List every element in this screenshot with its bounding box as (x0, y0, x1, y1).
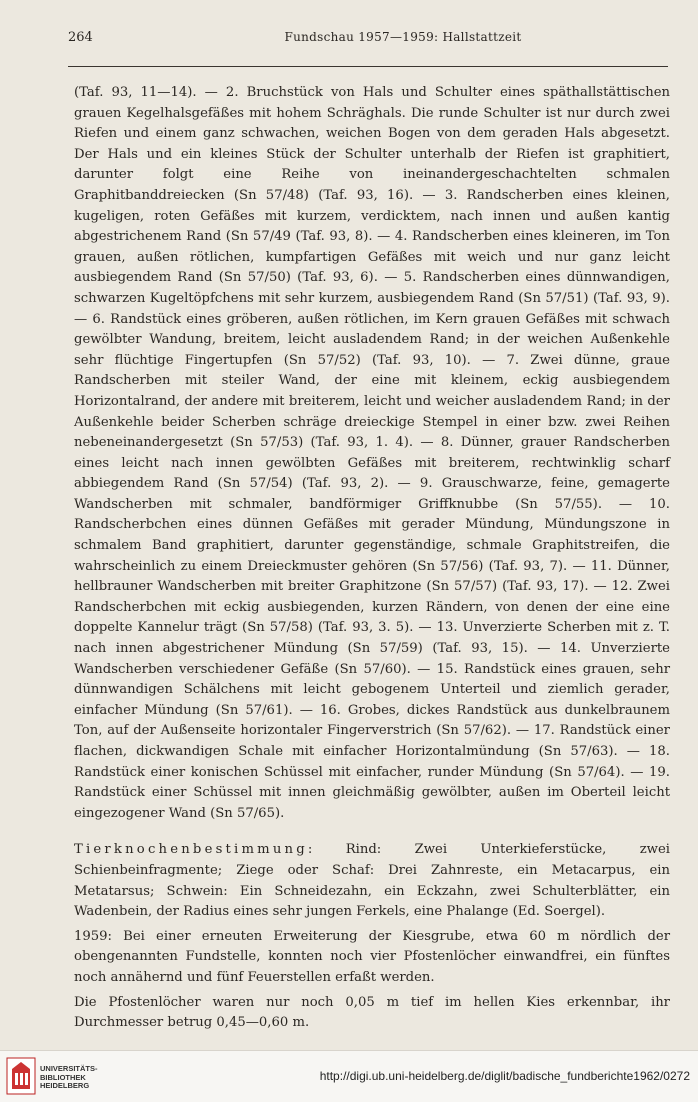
page-number: 264 (68, 30, 93, 45)
library-line: BIBLIOTHEK (40, 1072, 86, 1082)
page-header (68, 30, 668, 50)
paragraph-tierknochen (74, 840, 670, 922)
paragraph-1959: 1959: Bei einer erneuten Erweiterung der Kiesgrube, etwa 60 m nördlich der obengenannten Fundstelle, konnten noch vier Pfostenlöcher einwandfrei, ein fünftes noch annähernd und fünf Feuerstellen erfaßt werden. (74, 928, 670, 985)
footer-bar (0, 1050, 698, 1102)
paragraph-pfostenloecher: Die Pfostenlöcher waren nur noch 0,05 m tief im hellen Kies erkennbar, ihr Durchmesser betrug 0,45—0,60 m. (74, 994, 670, 1031)
header-rule (68, 66, 668, 67)
library-name (40, 1065, 98, 1091)
running-title: Fundschau 1957—1959: Hallstattzeit (284, 30, 522, 44)
library-line: HEIDELBERG (40, 1081, 90, 1090)
university-library-logo-icon (6, 1057, 36, 1095)
tierknochen-label: Tierknochenbestimmung (74, 842, 308, 858)
paragraph-finds: (Taf. 93, 11—14). — 2. Bruchstück von Hals und Schulter eines späthallstättischen grauen Kegelhalsgefäßes mit hohem Schräghals. Die runde Schulter ist nur durch zwei Riefen und einem ganz schwachen, weichen Bogen von dem geraden Hals abgesetzt. Der Hals und ein kleines Stück der Schulter unterhalb der Riefen ist graphitiert, darunter folgt eine Reihe von ineinandergeschachtelten schmalen Graphitbanddreiecken (Sn 57/48) (Taf. 93, 16). — 3. Randscherben eines kleinen, kugeligen, roten Gefäßes mit kurzem, verdicktem, nach innen und außen kantig abgestrichenem Rand (Sn 57/49 (Taf. 93, 8). — 4. Randscherben eines kleineren, im Ton grauen, außen rötlichen, kumpfartigen Gefäßes mit weich und nur ganz leicht ausbiegendem Rand (Sn 57/50) (Taf. 93, 6). — 5. Randscherben eines dünnwandigen, schwarzen Kugeltöpfchens mit sehr kurzem, ausbiegendem Rand (Sn 57/51) (Taf. 93, 9). — 6. Randstück eines gröberen, außen rötlichen, im Kern grauen Gefäßes mit schwach gewölbter Wandung, breitem, leicht ausladendem Rand; in der weichen Außenkehle sehr flüchtige Fingertupfen (Sn 57/52) (Taf. 93, 10). — 7. Zwei dünne, graue Randscherben mit steiler Wand, der eine mit kleinem, eckig ausbiegendem Horizontalrand, der andere mit breiterem, leicht und weicher ausladendem Rand; in der Außenkehle beider Scherben schräge dreieckige Stempel in einer bzw. zwei Reihen nebeneinandergesetzt (Sn 57/53) (Taf. 93, 1. 4). — 8. Dünner, grauer Randscherben eines leicht nach innen gewölbten Gefäßes mit breiterem, rechtwinklig scharf abbiegendem Rand (Sn 57/54) (Taf. 93, 2). — 9. Grauschwarze, feine, gemagerte Wandscherben mit schmaler, bandförmiger Griffknubbe (Sn 57/55). — 10. Randscherbchen eines dünnen Gefäßes mit gerader Mündung, Mündungszone in schmalem Band graphitiert, darunter gegenständige, schmale Graphitstreifen, die wahrscheinlich zu einem Dreieckmuster gehören (Sn 57/56) (Taf. 93, 7). — 11. Dünner, hellbrauner Wandscherben mit breiter Graphitzone (Sn 57/57) (Taf. 93, 17). — 12. Zwei Randscherbchen mit eckig ausbiegenden, kurzen Rändern, von denen der eine eine doppelte Kannelur trägt (Sn 57/58) (Taf. 93, 3. 5). — 13. Unverzierte Scherben mit z. T. nach innen abgestrichener Mündung (Sn 57/59) (Taf. 93, 15). — 14. Unverzierte Wandscherben verschiedener Gefäße (Sn 57/60). — 15. Randstück eines grauen, sehr dünnwandigen Schälchens mit leicht gebogenem Unterteil und ziemlich gerader, einfacher Mündung (Sn 57/61). — 16. Grobes, dickes Randstück aus dunkelbraunem Ton, auf der Außenseite horizontaler Fingerverstrich (Sn 57/62). — 17. Randstück einer flachen, dickwandigen Schale mit einfacher Horizontalmündung (Sn 57/63). — 18. Randstück einer konischen Schüssel mit einfacher, runder Mündung (Sn 57/64). — 19. Randstück einer Schüssel mit innen gleichmäßig gewölbter, außen im Oberteil leicht eingezogener Wand (Sn 57/65). (74, 85, 670, 821)
tierknochen-text: : Rind: Zwei Unterkieferstücke, zwei Schienbeinfragmente; Ziege oder Schaf: Drei Zahnreste, ein Metacarpus, ein Metatarsus; Schwein: Ein Schneidezahn, ein Eckzahn, zwei Schulterblätter, ein Wadenbein, der Radius eines sehr jungen Ferkels, eine Phalange (Ed. Soergel). (74, 842, 670, 920)
source-url-link[interactable]: http://digi.ub.uni-heidelberg.de/diglit/badische_fundberichte1962/0272 (319, 1069, 690, 1083)
body-text (74, 83, 670, 1034)
library-line: UNIVERSITÄTS- (40, 1064, 98, 1073)
